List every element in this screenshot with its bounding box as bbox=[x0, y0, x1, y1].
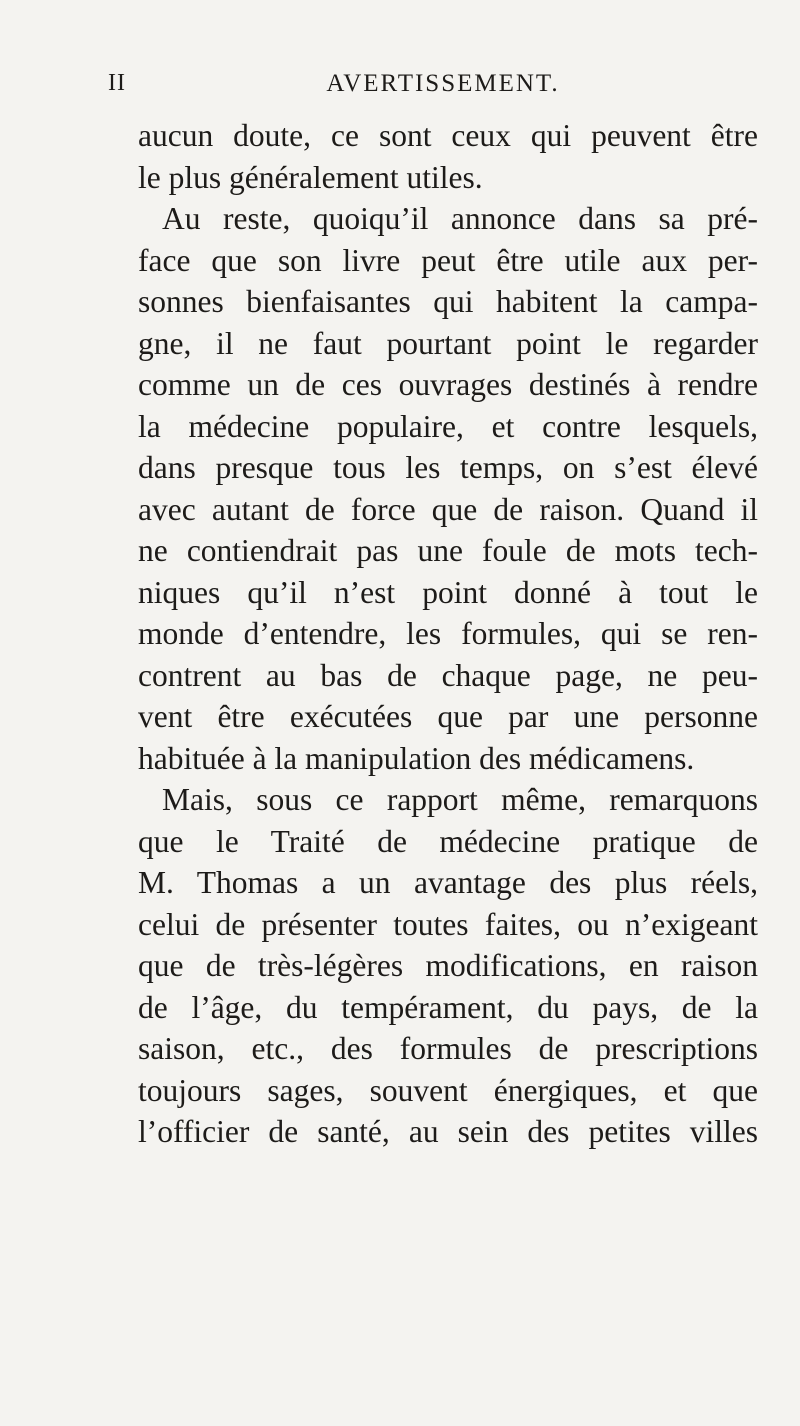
text-line: Au reste, quoiqu’il annonce dans sa pré- bbox=[162, 201, 758, 236]
text-line: que le Traité de médecine pratique de bbox=[138, 823, 758, 859]
text-line: ne contiendrait pas une foule de mots tech- bbox=[138, 533, 758, 568]
text-line: saison, etc., des formules de prescriptions bbox=[138, 1031, 758, 1066]
text-line: celui de présenter toutes faites, ou n’exigeant bbox=[138, 906, 758, 942]
text-line: le plus généralement utiles. bbox=[138, 159, 483, 195]
text-line: avec autant de force que de raison. Quand il bbox=[138, 491, 758, 527]
text-line: vent être exécutées que par une personne bbox=[138, 699, 758, 734]
text-line: que de très-légères modifications, en raison bbox=[138, 948, 758, 983]
running-title: AVERTISSEMENT. bbox=[326, 70, 560, 97]
text-line: monde d’entendre, les formules, qui se ren- bbox=[138, 616, 758, 651]
text-line: de l’âge, du tempérament, du pays, de la bbox=[138, 989, 758, 1025]
text-line: contrent au bas de chaque page, ne peu- bbox=[138, 657, 758, 693]
text-line: sonnes bienfaisantes qui habitent la campa- bbox=[138, 284, 758, 319]
body-text bbox=[138, 115, 758, 1153]
text-line: niques qu’il n’est point donné à tout le bbox=[138, 574, 758, 610]
text-line: la médecine populaire, et contre lesquels, bbox=[138, 408, 758, 444]
text-line: gne, il ne faut pourtant point le regarder bbox=[138, 325, 758, 361]
text-line: M. Thomas a un avantage des plus réels, bbox=[138, 865, 758, 900]
text-line: comme un de ces ouvrages destinés à rendre bbox=[138, 367, 758, 402]
text-line: dans presque tous les temps, on s’est élevé bbox=[138, 450, 758, 485]
text-line: habituée à la manipulation des médicamens. bbox=[138, 740, 695, 776]
text-line: face que son livre peut être utile aux per- bbox=[138, 242, 758, 278]
text-line: Mais, sous ce rapport même, remarquons bbox=[162, 782, 758, 817]
text-line: toujours sages, souvent énergiques, et que bbox=[138, 1072, 758, 1108]
text-line: aucun doute, ce sont ceux qui peuvent être bbox=[138, 118, 758, 153]
page-number: II bbox=[108, 70, 126, 96]
text-line: l’officier de santé, au sein des petites villes bbox=[138, 1114, 758, 1149]
page-header bbox=[108, 64, 748, 104]
